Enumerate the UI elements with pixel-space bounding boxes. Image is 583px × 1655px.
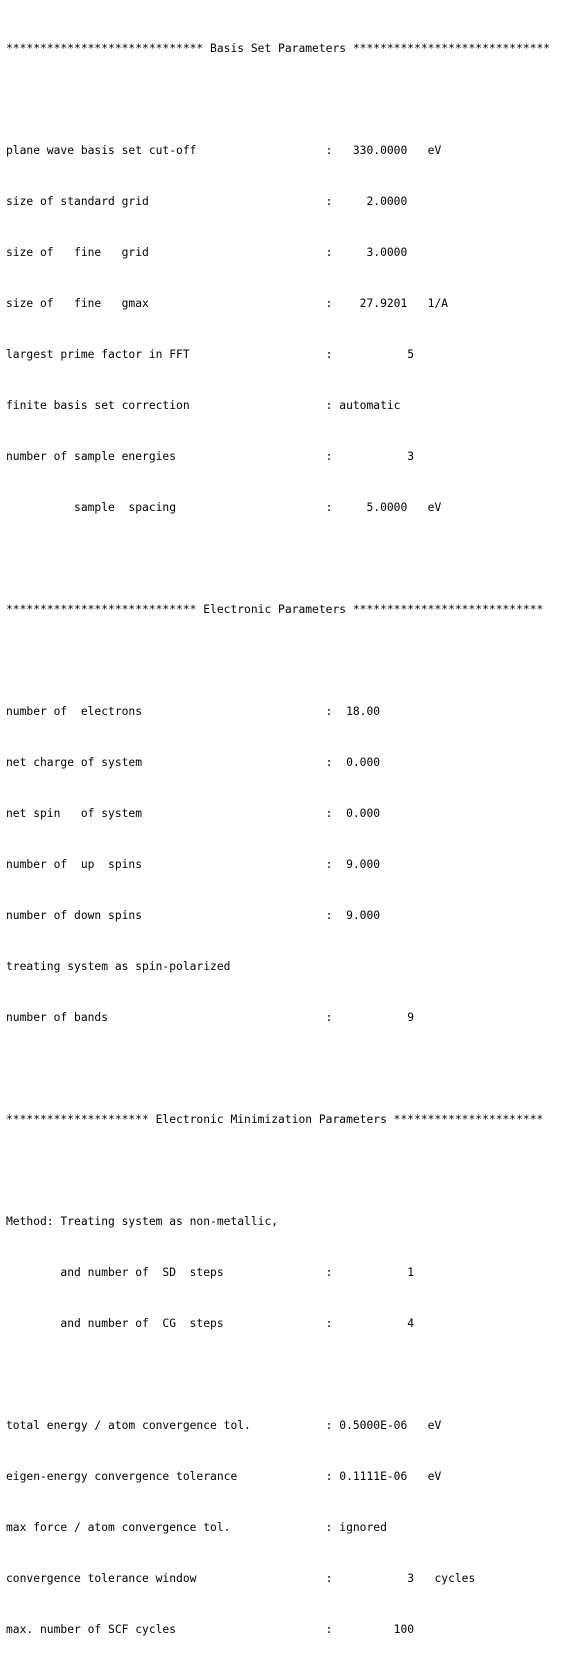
param-fine-gmax: size of fine gmax : 27.9201 1/A (6, 297, 449, 310)
spin-polarized-note: treating system as spin-polarized (6, 960, 231, 973)
param-sample-energies: number of sample energies : 3 (6, 450, 415, 463)
blank-line (6, 550, 583, 567)
param-down-spins: number of down spins : 9.000 (6, 909, 381, 922)
param-net-charge: net charge of system : 0.000 (6, 756, 381, 769)
param-sd-steps: and number of SD steps : 1 (6, 1266, 415, 1279)
param-prime-factor: largest prime factor in FFT : 5 (6, 348, 415, 361)
param-cutoff: plane wave basis set cut-off : 330.0000 eV (6, 144, 442, 157)
param-eigen-energy-tol: eigen-energy convergence tolerance : 0.1111E-06 eV (6, 1470, 442, 1483)
console-output (6, 6, 583, 1655)
blank-line (6, 1060, 583, 1077)
param-max-scf-cycles: max. number of SCF cycles : 100 (6, 1623, 415, 1636)
param-tolerance-window: convergence tolerance window : 3 cycles (6, 1572, 476, 1585)
param-net-spin: net spin of system : 0.000 (6, 807, 381, 820)
param-sample-spacing: sample spacing : 5.0000 eV (6, 501, 442, 514)
param-max-force-tol: max force / atom convergence tol. : ignored (6, 1521, 387, 1534)
param-total-energy-tol: total energy / atom convergence tol. : 0.5000E-06 eV (6, 1419, 442, 1432)
param-up-spins: number of up spins : 9.000 (6, 858, 381, 871)
blank-line (6, 1366, 583, 1383)
blank-line (6, 652, 583, 669)
param-bands: number of bands : 9 (6, 1011, 415, 1024)
electronic-header: **************************** Electronic Parameters **************************** (6, 603, 544, 616)
method-line: Method: Treating system as non-metallic, (6, 1215, 279, 1228)
param-cg-steps: and number of CG steps : 4 (6, 1317, 415, 1330)
basis-set-header: ***************************** Basis Set Parameters ***************************** (6, 42, 551, 55)
param-standard-grid: size of standard grid : 2.0000 (6, 195, 408, 208)
param-electrons: number of electrons : 18.00 (6, 705, 381, 718)
blank-line (6, 1162, 583, 1179)
minimization-header: ********************* Electronic Minimization Parameters ********************** (6, 1113, 544, 1126)
param-fine-grid: size of fine grid : 3.0000 (6, 246, 408, 259)
blank-line (6, 91, 583, 108)
param-finite-basis: finite basis set correction : automatic (6, 399, 401, 412)
